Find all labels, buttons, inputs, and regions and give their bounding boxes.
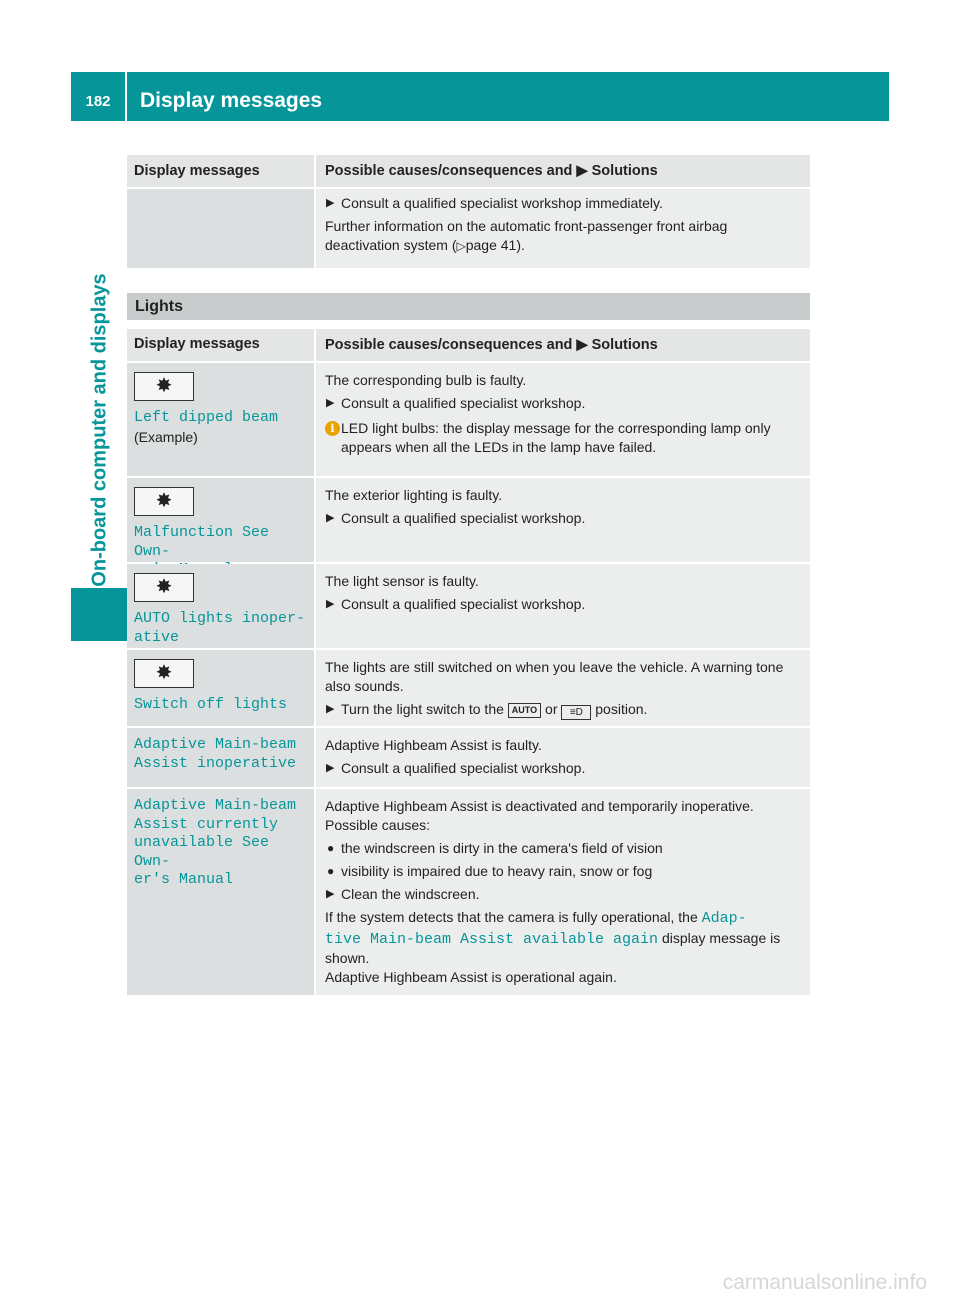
section-title-lights: Lights [127, 293, 810, 320]
table-row: ✸ Switch off lights The lights are still switched on when you leave the vehicle. A warning tone also sounds. ▶ Turn the light switch to the AUTO or ≡D position. [127, 650, 810, 726]
bulb-fault-icon: ✸ [134, 487, 194, 516]
col-header-causes: Possible causes/consequences and ▶ Solutions [316, 329, 810, 361]
table-row: Adaptive Main-beam Assist inoperative Adaptive Highbeam Assist is faulty. ▶ Consult a qualified specialist workshop. [127, 728, 810, 787]
bulb-fault-icon: ✸ [134, 659, 194, 688]
table-row: ▶ Consult a qualified specialist workshop immediately. Further information on the automatic front-passenger front airbag deactivation system (▷page 41). [127, 189, 810, 268]
step-arrow-icon: ▶ [326, 762, 335, 774]
info-icon: i [325, 421, 340, 436]
table-row: ✸ AUTO lights inoper‐ ative The light sensor is faulty. ▶ Consult a qualified specialist workshop. [127, 564, 810, 648]
step-arrow-icon: ▶ [326, 512, 335, 524]
table-row: ✸ Left dipped beam (Example) The corresponding bulb is faulty. ▶ Consult a qualified specialist workshop. i LED light bulbs: the display message for the corresponding lamp only appears when all the LEDs in the lamp have failed. [127, 363, 810, 476]
chapter-marker [71, 588, 127, 641]
page-title: Display messages [140, 89, 323, 112]
step-arrow-icon: ▶ [326, 397, 335, 409]
bullet-icon: ● [327, 841, 335, 855]
col-header-causes: Possible causes/consequences and ▶ Solutions [316, 155, 810, 187]
arrow-icon: ▶ [576, 337, 588, 353]
message-note: (Example) [134, 428, 198, 445]
watermark: carmanualsonline.info [722, 1271, 927, 1294]
page-ref-icon: ▷ [456, 239, 466, 253]
auto-key-icon: AUTO [508, 703, 541, 718]
table-row: Adaptive Main-beam Assist currently unavailable See Own‐ er's Manual Adaptive Highbeam Assist is deactivated and temporarily inoperative. Possible causes: ● the windscreen is dirty in the camera's field of vision ● visibility is impaired due to heavy rain, snow or fog ▶ Clean the windscreen. If the system detects that the camera is fully operational, the Adap‐ tive Main-beam Assist available again display message is shown. Adaptive Highbeam Assist is operational again. [127, 789, 810, 995]
table-header [127, 155, 810, 187]
table-header [127, 329, 810, 361]
display-message: Left dipped beam [134, 409, 279, 426]
bullet-icon: ● [327, 864, 335, 878]
dipped-beam-icon: ≡D [561, 705, 591, 720]
arrow-icon: ▶ [576, 163, 588, 179]
table-continued [127, 155, 810, 268]
page-number: 182 [71, 72, 127, 121]
table-lights [127, 329, 810, 995]
page-header [71, 72, 889, 121]
chapter-side-title: On-board computer and displays [88, 273, 111, 587]
table-row: ✸ Malfunction See Own‐ The exterior lighting is faulty. ▶ Consult a qualified specialist workshop. [127, 478, 810, 562]
step-arrow-icon: ▶ [326, 703, 335, 715]
bulb-fault-icon: ✸ [134, 372, 194, 401]
col-header-messages: Display messages [127, 155, 314, 187]
bulb-fault-icon: ✸ [134, 573, 194, 602]
step-arrow-icon: ▶ [326, 888, 335, 900]
col-header-messages: Display messages [127, 329, 314, 361]
step-arrow-icon: ▶ [326, 598, 335, 610]
step-arrow-icon: ▶ [326, 197, 335, 209]
